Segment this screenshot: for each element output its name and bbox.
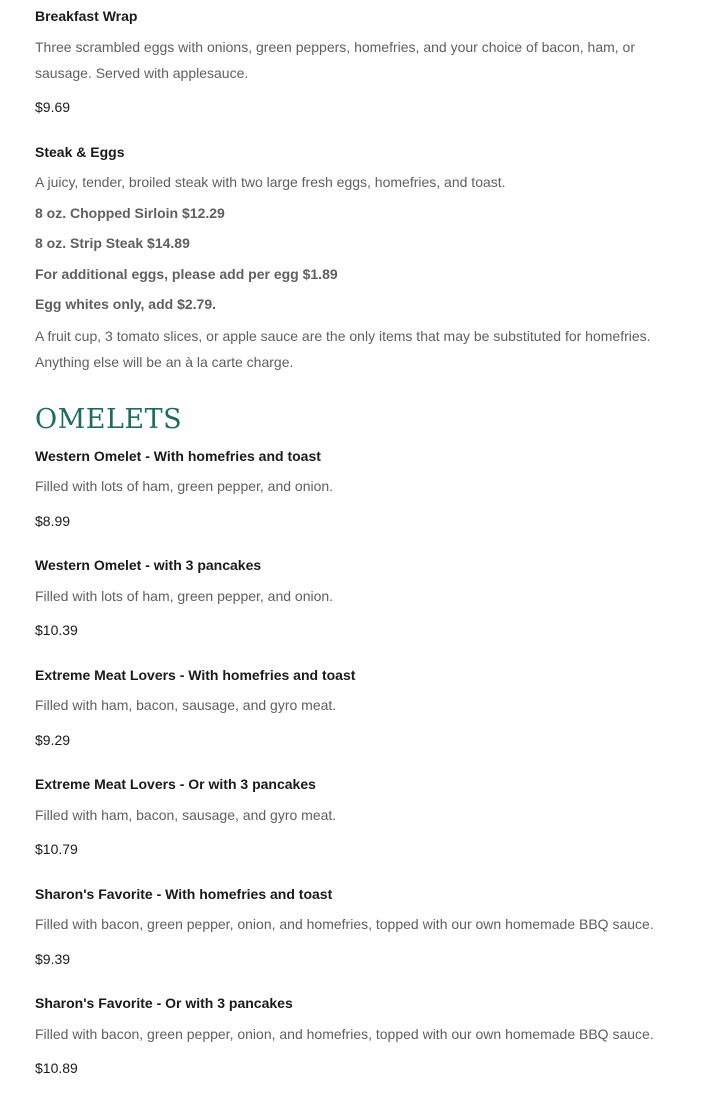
menu-item-price: $9.29 bbox=[35, 732, 71, 748]
section-heading-omelets: OMELETS bbox=[35, 404, 183, 435]
substitution-note: A fruit cup, 3 tomato slices, or apple sauce are the only items that may be substituted for homefries. Anything else will be an à la carte charge. bbox=[35, 328, 651, 370]
menu-item-title: Extreme Meat Lovers - Or with 3 pancakes bbox=[35, 776, 316, 792]
menu-item-title: Sharon's Favorite - With homefries and toast bbox=[35, 886, 333, 902]
menu-item-title: Extreme Meat Lovers - With homefries and toast bbox=[35, 667, 356, 683]
menu-item-price: $9.39 bbox=[35, 951, 71, 967]
menu-item-description: Filled with lots of ham, green pepper, and onion. bbox=[35, 588, 334, 604]
menu-item-title: Western Omelet - With homefries and toast bbox=[35, 448, 321, 464]
menu-item-description: A juicy, tender, broiled steak with two large fresh eggs, homefries, and toast. bbox=[35, 174, 506, 190]
menu-item-price: $10.79 bbox=[35, 841, 78, 857]
menu-item-price: $8.99 bbox=[35, 513, 71, 529]
menu-item-price: $10.89 bbox=[35, 1060, 78, 1076]
steak-option-line: Egg whites only, add $2.79. bbox=[35, 296, 217, 312]
steak-option-line: 8 oz. Chopped Sirloin $12.29 bbox=[35, 205, 225, 221]
menu-item-price: $10.39 bbox=[35, 622, 78, 638]
menu-item-description: Three scrambled eggs with onions, green peppers, homefries, and your choice of bacon, ham, or sausage. Served with applesauce. bbox=[35, 39, 635, 81]
steak-option-line: For additional eggs, please add per egg $1.89 bbox=[35, 266, 338, 282]
menu-item-title: Western Omelet - with 3 pancakes bbox=[35, 557, 262, 573]
menu-item-title: Sharon's Favorite - Or with 3 pancakes bbox=[35, 995, 293, 1011]
menu-item-price: $9.69 bbox=[35, 99, 71, 115]
steak-option-line: 8 oz. Strip Steak $14.89 bbox=[35, 235, 190, 251]
menu-item-description: Filled with lots of ham, green pepper, and onion. bbox=[35, 478, 334, 494]
menu-item-title: Steak & Eggs bbox=[35, 144, 125, 160]
menu-item-description: Filled with ham, bacon, sausage, and gyro meat. bbox=[35, 697, 337, 713]
menu-item-description: Filled with bacon, green pepper, onion, and homefries, topped with our own homemade BBQ sauce. bbox=[35, 1026, 654, 1042]
menu-item-description: Filled with bacon, green pepper, onion, and homefries, topped with our own homemade BBQ sauce. bbox=[35, 916, 654, 932]
menu-item-description: Filled with ham, bacon, sausage, and gyro meat. bbox=[35, 807, 337, 823]
menu-item-title: Breakfast Wrap bbox=[35, 8, 138, 24]
